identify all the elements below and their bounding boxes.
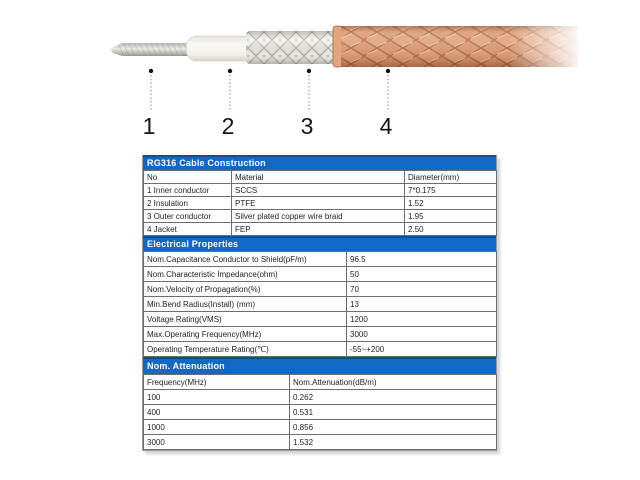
table-cell: FEP	[232, 223, 405, 236]
frequency-value: 400	[144, 405, 290, 420]
property-value: 1200	[347, 312, 497, 327]
layer-number-2: 2	[221, 113, 235, 139]
table-cell: PTFE	[232, 197, 405, 210]
property-label: Max.Operating Frequency(MHz)	[144, 327, 347, 342]
table-row	[144, 184, 497, 197]
table-row	[144, 327, 497, 342]
table-row	[144, 405, 497, 420]
table-cell: 4 Jacket	[144, 223, 232, 236]
table-cell: Silver plated copper wire braid	[232, 210, 405, 223]
attenuation-table	[143, 374, 497, 450]
outer-conductor-layer	[246, 31, 338, 64]
electrical-table	[143, 251, 497, 357]
jacket-fade	[510, 18, 602, 74]
attenuation-section-header: Nom. Attenuation	[143, 357, 496, 374]
property-label: Voltage Rating(VMS)	[144, 312, 347, 327]
leader-lines	[149, 69, 390, 112]
table-cell: 3 Outer conductor	[144, 210, 232, 223]
property-value: 3000	[347, 327, 497, 342]
column-header: Material	[232, 171, 405, 184]
table-row	[144, 252, 497, 267]
table-cell: 7*0.175	[405, 184, 497, 197]
property-value: 96.5	[347, 252, 497, 267]
table-cell: 2.50	[405, 223, 497, 236]
property-label: Operating Temperature Rating(℃)	[144, 342, 347, 357]
layer-number-labels	[143, 113, 393, 139]
table-cell: 2 Insulation	[144, 197, 232, 210]
table-row	[144, 435, 497, 450]
cable-cutaway-image	[0, 0, 640, 150]
property-label: Min.Bend Radius(Install) (mm)	[144, 297, 347, 312]
table-row	[144, 342, 497, 357]
table-header-row	[144, 171, 497, 184]
column-header: Nom.Attenuation(dB/m)	[290, 375, 497, 390]
frequency-value: 100	[144, 390, 290, 405]
table-cell: SCCS	[232, 184, 405, 197]
frequency-value: 1000	[144, 420, 290, 435]
table-row	[144, 197, 497, 210]
table-row	[144, 210, 497, 223]
property-value: -55~+200	[347, 342, 497, 357]
column-header: No	[144, 171, 232, 184]
insulation-layer	[186, 36, 254, 61]
table-cell: 1.52	[405, 197, 497, 210]
table-header-row	[144, 375, 497, 390]
table-cell: 1.95	[405, 210, 497, 223]
table-row	[144, 420, 497, 435]
column-header: Diameter(mm)	[405, 171, 497, 184]
layer-number-4: 4	[379, 113, 393, 139]
table-cell: 1 Inner conductor	[144, 184, 232, 197]
attenuation-value: 1.532	[290, 435, 497, 450]
table-row	[144, 390, 497, 405]
frequency-value: 3000	[144, 435, 290, 450]
table-row	[144, 223, 497, 236]
property-label: Nom.Characteristic Impedance(ohm)	[144, 267, 347, 282]
layer-number-1: 1	[142, 113, 156, 139]
property-label: Nom.Velocity of Propagation(%)	[144, 282, 347, 297]
table-row	[144, 297, 497, 312]
jacket-layer	[333, 18, 602, 74]
property-value: 50	[347, 267, 497, 282]
layer-number-3: 3	[300, 113, 314, 139]
electrical-section-header: Electrical Properties	[143, 236, 496, 251]
column-header: Frequency(MHz)	[144, 375, 290, 390]
property-value: 13	[347, 297, 497, 312]
attenuation-value: 0.856	[290, 420, 497, 435]
attenuation-value: 0.531	[290, 405, 497, 420]
construction-section-header: RG316 Cable Construction	[143, 155, 496, 170]
spec-tables	[142, 155, 497, 451]
table-row	[144, 312, 497, 327]
property-label: Nom.Capacitance Conductor to Shield(pF/m)	[144, 252, 347, 267]
property-value: 70	[347, 282, 497, 297]
construction-table	[143, 170, 497, 236]
table-row	[144, 267, 497, 282]
table-row	[144, 282, 497, 297]
attenuation-value: 0.262	[290, 390, 497, 405]
